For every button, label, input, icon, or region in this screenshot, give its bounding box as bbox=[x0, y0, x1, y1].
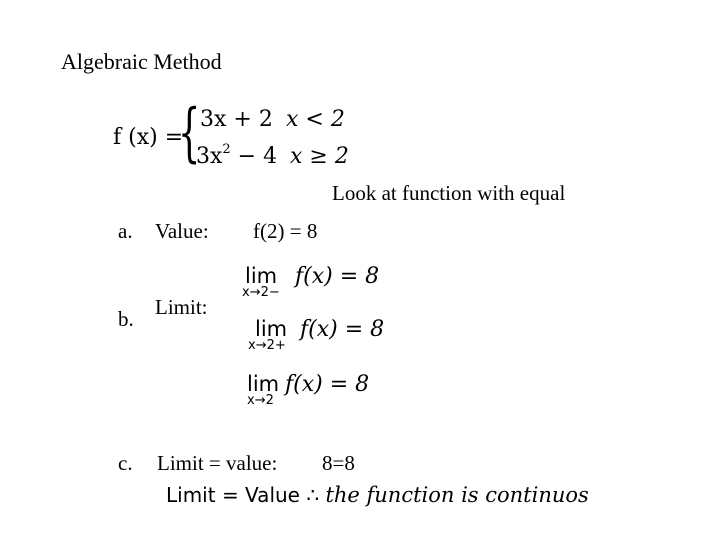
limit-two-sided-expression: f(x) = 8 bbox=[285, 372, 370, 397]
case-2-condition: x ≥ 2 bbox=[290, 144, 349, 169]
page-title: Algebraic Method bbox=[61, 49, 222, 74]
limit-two-sided-subscript: x→2 bbox=[247, 393, 274, 408]
function-lhs-text: f (x) = bbox=[113, 125, 184, 150]
limit-left-subscript: x→2− bbox=[242, 285, 280, 300]
limit-right-subscript: x→2+ bbox=[248, 338, 286, 353]
conclusion-rhs: the function is continuos bbox=[325, 483, 589, 507]
conclusion bbox=[166, 483, 589, 507]
left-brace: { bbox=[178, 96, 201, 170]
item-c-marker: c. bbox=[118, 451, 133, 475]
note-text: Look at function with equal bbox=[332, 181, 566, 205]
item-a-label: Value: bbox=[155, 219, 209, 243]
case-1-expression: 3x + 2 bbox=[200, 107, 273, 132]
function-lhs bbox=[113, 125, 183, 150]
limit-right-expression: f(x) = 8 bbox=[300, 317, 385, 342]
therefore-symbol: ∴ bbox=[306, 483, 320, 507]
item-a-value: f(2) = 8 bbox=[253, 219, 318, 243]
limit-left-word: lim bbox=[245, 264, 278, 288]
case-2-base: 3x bbox=[196, 144, 223, 169]
limit-two-sided bbox=[247, 373, 279, 407]
limit-two-sided-word: lim bbox=[247, 372, 280, 396]
case-2-tail: − 4 bbox=[230, 144, 278, 169]
limit-left bbox=[242, 264, 280, 300]
limit-right-word: lim bbox=[255, 317, 288, 341]
item-c-value: 8=8 bbox=[322, 451, 355, 475]
case-2-expression bbox=[196, 144, 277, 169]
item-b-marker: b. bbox=[118, 307, 134, 331]
item-a-marker: a. bbox=[118, 219, 133, 243]
item-b-label: Limit: bbox=[155, 295, 208, 319]
limit-right bbox=[248, 317, 288, 353]
case-1-condition: x < 2 bbox=[286, 107, 345, 132]
conclusion-lhs: Limit = Value bbox=[166, 483, 300, 507]
limit-left-expression: f(x) = 8 bbox=[295, 264, 380, 289]
case-2-exponent: 2 bbox=[222, 142, 231, 157]
item-c-label: Limit = value: bbox=[157, 451, 278, 475]
